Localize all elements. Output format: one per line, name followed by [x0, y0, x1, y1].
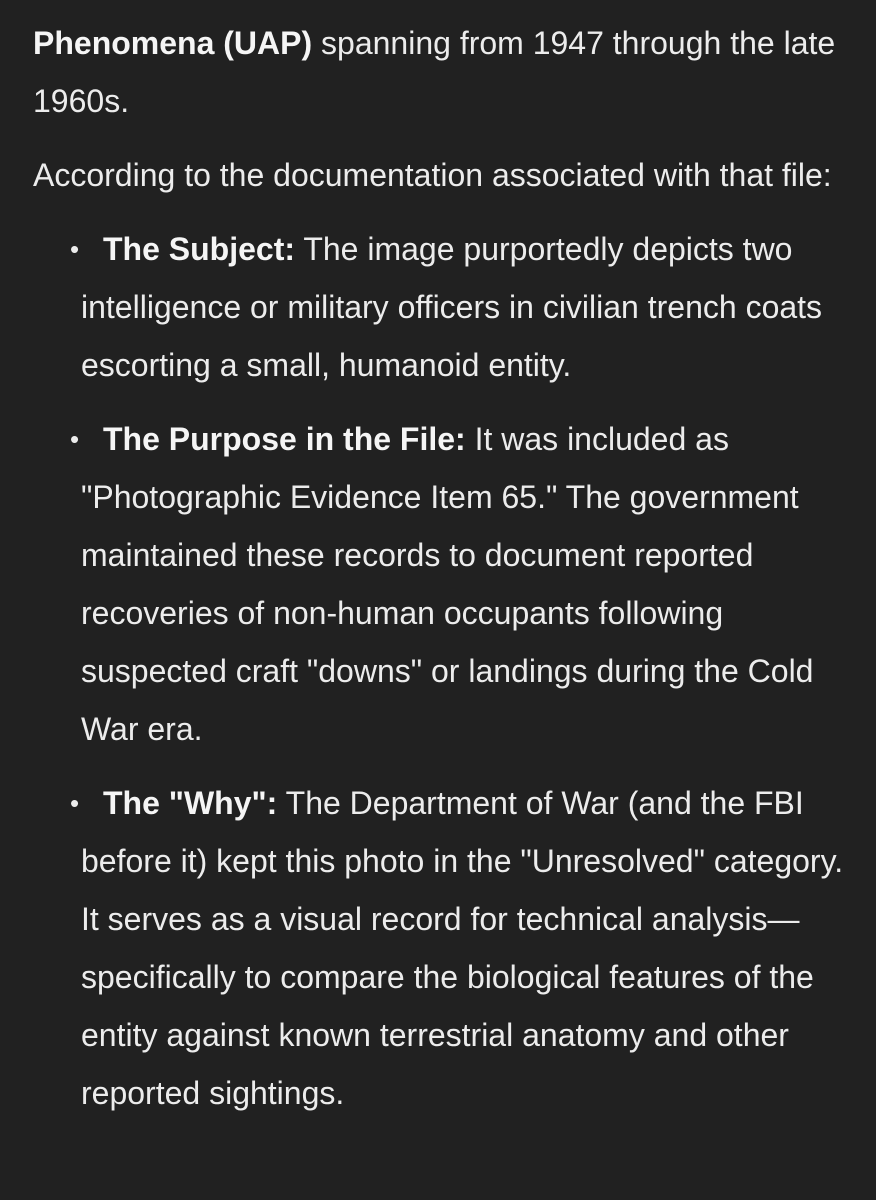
message-content [33, 14, 853, 1138]
intro-bold-text: Phenomena (UAP) [33, 25, 313, 61]
list-item-label: The Purpose in the File: [103, 421, 466, 457]
documentation-paragraph: According to the documentation associated with that file: [33, 157, 832, 193]
bullet-icon: • [70, 788, 80, 818]
list-item-text [81, 774, 853, 1122]
bullet-icon: • [70, 424, 80, 454]
list-item-why [33, 774, 853, 1122]
list-item-label: The "Why": [103, 785, 278, 821]
list-item-text [81, 410, 853, 758]
list-item-body: The Department of War (and the FBI before it) kept this photo in the "Unresolved" category. It serves as a visual record for technical analysis—specifically to compare the biological features of the entity against known terrestrial anatomy and other reported sightings. [81, 785, 844, 1111]
list-item-text [81, 220, 853, 394]
list-item-body: The image purportedly depicts two intelligence or military officers in civilian trench coats escorting a small, humanoid entity. [81, 231, 823, 383]
list-item-body: It was included as "Photographic Evidence Item 65." The government maintained these records to document reported recoveries of non-human occupants following suspected craft "downs" or landings during the Cold War era. [81, 421, 814, 747]
intro-paragraph [33, 14, 853, 130]
list-item-purpose [33, 410, 853, 758]
bullet-icon: • [70, 234, 80, 264]
bullet-list [33, 220, 853, 1122]
list-item-subject [33, 220, 853, 394]
intro-text: spanning from 1947 through the late 1960s. [33, 25, 836, 119]
list-item-label: The Subject: [103, 231, 296, 267]
